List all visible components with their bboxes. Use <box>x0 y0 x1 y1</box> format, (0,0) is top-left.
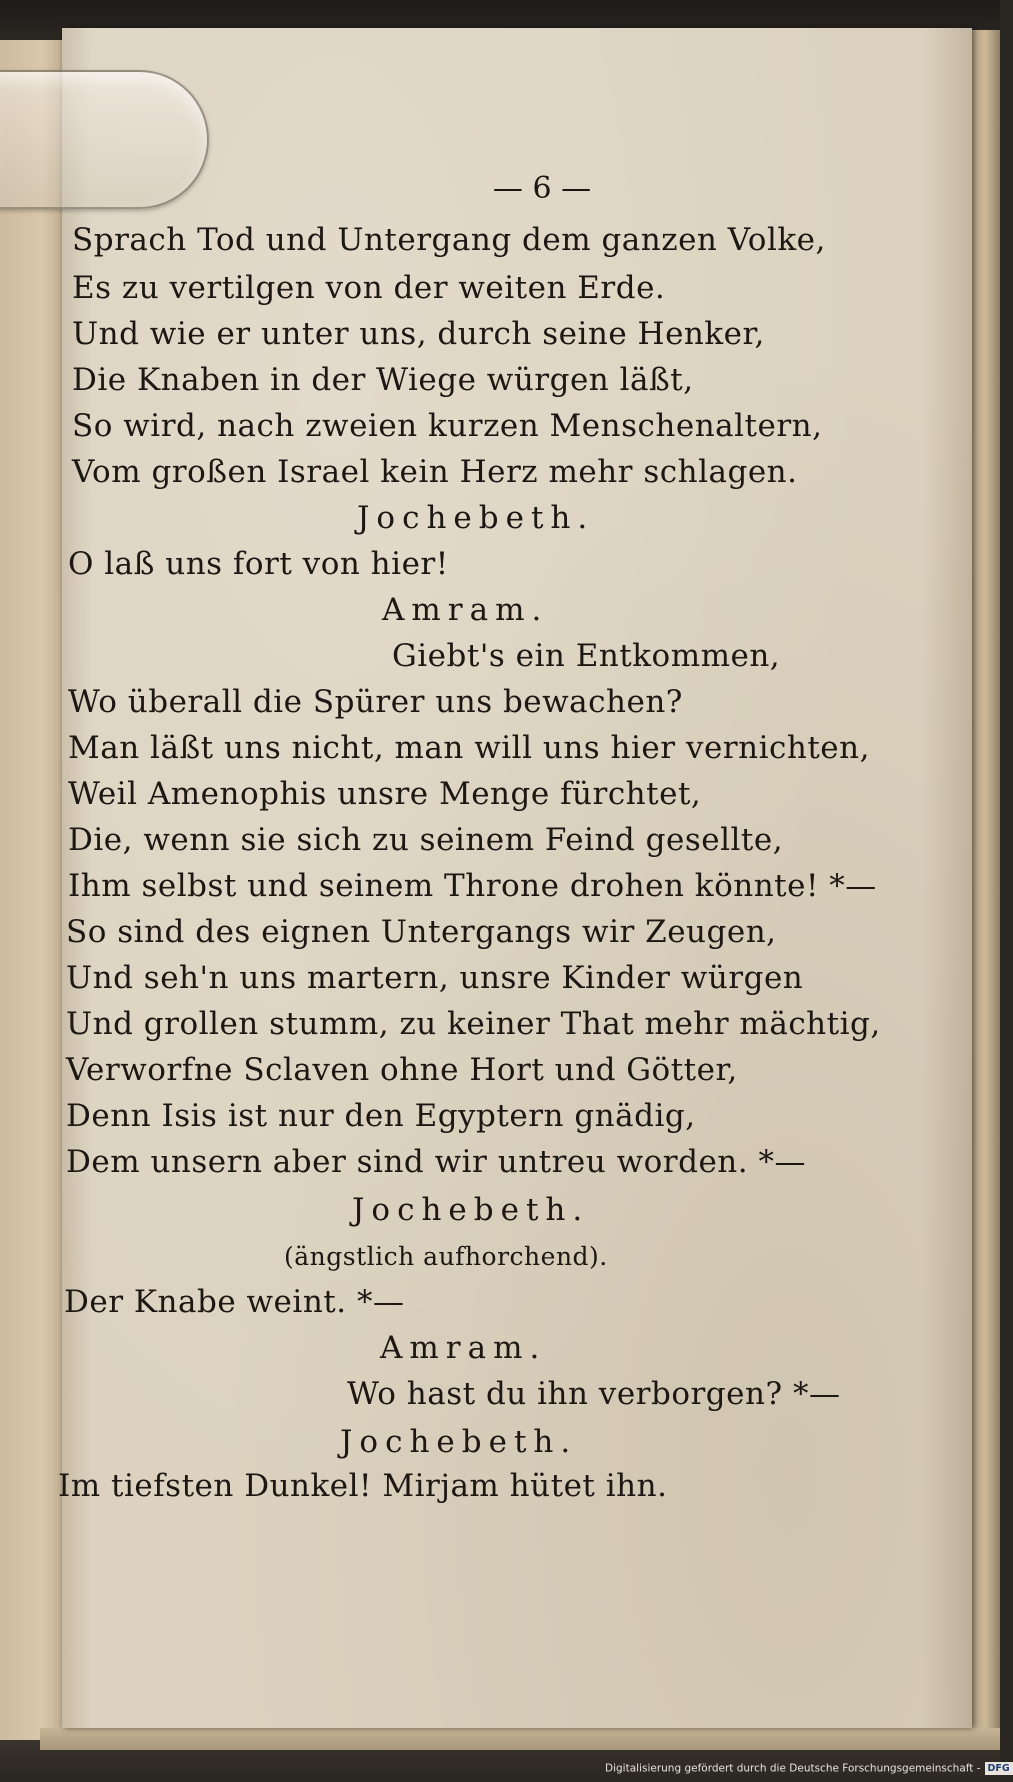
speaker-name: Jochebeth. <box>340 1424 578 1460</box>
verse-line: Und wie er unter uns, durch seine Henker, <box>72 316 765 352</box>
dfg-logo: DFG <box>985 1762 1013 1775</box>
page-number: — 6 — <box>492 171 592 206</box>
verse-line: Die, wenn sie sich zu seinem Feind gesellte, <box>68 822 784 858</box>
verse-line: Und seh'n uns martern, unsre Kinder würgen <box>66 960 804 996</box>
verse-line: So sind des eignen Untergangs wir Zeugen, <box>66 914 777 950</box>
verse-line: O laß uns fort von hier! <box>68 546 449 582</box>
verse-line: Der Knabe weint. *— <box>64 1284 405 1320</box>
bottom-page-edge <box>40 1728 1000 1750</box>
digitization-footer <box>605 1762 1013 1775</box>
verse-line: Wo hast du ihn verborgen? *— <box>347 1376 841 1412</box>
verse-line: Und grollen stumm, zu keiner That mehr mächtig, <box>66 1006 881 1042</box>
right-page-edge <box>972 30 1000 1740</box>
footer-text: Digitalisierung gefördert durch die Deutsche Forschungsgemeinschaft - <box>605 1762 981 1775</box>
verse-line: Wo überall die Spürer uns bewachen? <box>68 684 683 720</box>
verse-line: Giebt's ein Entkommen, <box>392 638 781 674</box>
speaker-name: Amram. <box>380 1330 547 1366</box>
verse-line: Im tiefsten Dunkel! Mirjam hütet ihn. <box>58 1468 668 1504</box>
verse-line: Denn Isis ist nur den Egyptern gnädig, <box>66 1098 696 1134</box>
verse-line: Es zu vertilgen von der weiten Erde. <box>72 270 666 306</box>
verse-line: So wird, nach zweien kurzen Menschenaltern, <box>72 408 823 444</box>
verse-line: Sprach Tod und Untergang dem ganzen Volke, <box>72 222 826 258</box>
speaker-name: Amram. <box>382 592 549 628</box>
speaker-name: Jochebeth. <box>357 500 595 536</box>
book-page <box>58 28 972 1728</box>
verse-line: Verworfne Sclaven ohne Hort und Götter, <box>66 1052 738 1088</box>
verse-line: Weil Amenophis unsre Menge fürchtet, <box>68 776 702 812</box>
verse-line: Man läßt uns nicht, man will uns hier vernichten, <box>68 730 870 766</box>
verse-line: Die Knaben in der Wiege würgen läßt, <box>72 362 694 398</box>
verse-line: Ihm selbst und seinem Throne drohen könnte! *— <box>68 868 877 904</box>
speaker-name: Jochebeth. <box>352 1192 590 1228</box>
stage-direction: (ängstlich aufhorchend). <box>284 1242 608 1271</box>
verse-line: Dem unsern aber sind wir untreu worden. *— <box>66 1144 806 1180</box>
glass-page-weight <box>0 70 209 209</box>
verse-line: Vom großen Israel kein Herz mehr schlagen. <box>72 454 798 490</box>
